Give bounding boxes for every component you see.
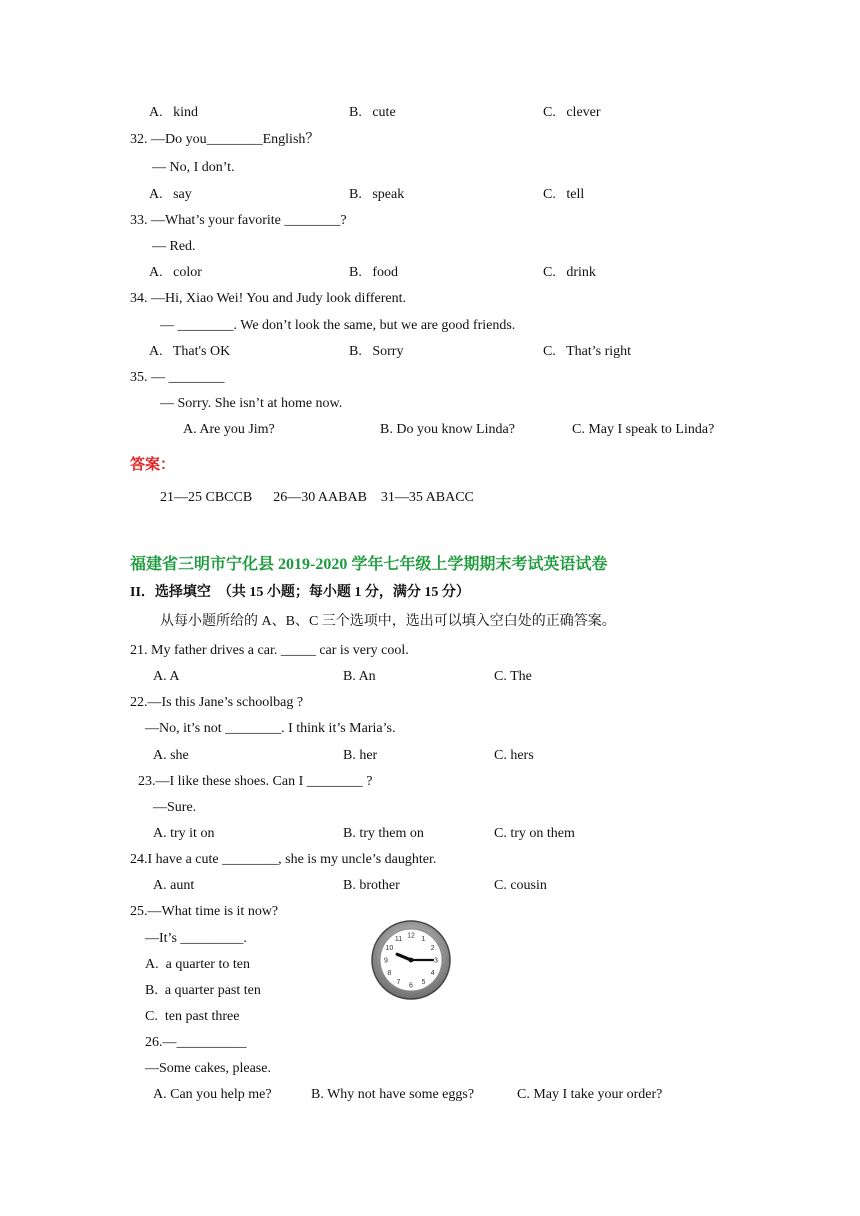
clock-center	[409, 958, 414, 963]
q25-option-b: B. a quarter past ten	[145, 983, 261, 998]
q24-option-c: C. cousin	[494, 878, 547, 893]
clock-number: 2	[430, 945, 435, 952]
q24-option-b: B. brother	[343, 878, 400, 893]
q32-stem: 32. —Do you________English？	[130, 132, 320, 147]
clock-number: 1	[421, 935, 426, 943]
q35-option-c: C. May I speak to Linda?	[572, 422, 715, 437]
clock-number: 12	[407, 932, 415, 940]
q23-option-a: A. try it on	[153, 826, 215, 841]
q25-stem: 25.—What time is it now?	[130, 904, 279, 919]
q31-option-c: C. clever	[543, 105, 601, 120]
clock-number: 8	[387, 970, 392, 977]
q26-option-c: C. May I take your order?	[517, 1087, 663, 1102]
q34-option-b: B. Sorry	[349, 344, 404, 359]
q22-option-b: B. her	[343, 748, 378, 763]
q21-option-a: A. A	[153, 669, 180, 684]
q34-option-c: C. That’s right	[543, 344, 632, 359]
q22-reply: —No, it’s not ________. I think it’s Maria’s.	[145, 721, 396, 736]
section-heading: II．选择填空 （共 15 小题；每小题 1 分，满分 15 分）	[130, 585, 470, 600]
clock-number: 6	[409, 982, 413, 990]
q22-option-a: A. she	[153, 748, 189, 763]
q33-option-a: A. color	[149, 265, 202, 280]
q32-option-b: B. speak	[349, 187, 405, 202]
q33-option-b: B. food	[349, 265, 398, 280]
q24-option-a: A. aunt	[153, 878, 195, 893]
q22-stem: 22.—Is this Jane’s schoolbag ?	[130, 695, 304, 710]
q31-option-b: B. cute	[349, 105, 396, 120]
q33-stem: 33. —What’s your favorite ________?	[130, 213, 347, 228]
clock-number: 11	[394, 935, 403, 943]
q22-option-c: C. hers	[494, 748, 534, 763]
q35-reply: — Sorry. She isn’t at home now.	[160, 396, 343, 411]
q21-stem: 21. My father drives a car. _____ car is very cool.	[130, 643, 409, 658]
q26-option-b: B. Why not have some eggs?	[311, 1087, 475, 1102]
q26-option-a: A. Can you help me?	[153, 1087, 272, 1102]
clock-number: 10	[385, 945, 394, 952]
q35-option-a: A. Are you Jim?	[183, 422, 275, 437]
q32-option-c: C. tell	[543, 187, 585, 202]
answer-label: 答案：	[130, 457, 176, 473]
exam-title: 福建省三明市宁化县 2019-2020 学年七年级上学期期末考试英语试卷	[130, 556, 608, 573]
q33-option-c: C. drink	[543, 265, 596, 280]
q32-reply: — No, I don’t.	[152, 160, 235, 175]
clock-number: 3	[434, 957, 438, 965]
clock-number: 5	[421, 979, 426, 987]
q26-reply: —Some cakes, please.	[145, 1061, 271, 1076]
q33-reply: — Red.	[152, 239, 196, 254]
q34-reply: — ________. We don’t look the same, but we are good friends.	[160, 318, 516, 333]
q31-option-a: A. kind	[149, 105, 198, 120]
q25-option-c: C. ten past three	[145, 1009, 240, 1024]
q23-reply: —Sure.	[153, 800, 197, 815]
clock-number: 9	[384, 957, 388, 965]
answer-key: 21—25 CBCCB 26—30 AABAB 31—35 ABACC	[160, 490, 474, 505]
q23-stem: 23.—I like these shoes. Can I ________ ?	[138, 774, 373, 789]
section-instruction: 从每小题所给的 A、B、C 三个选项中，选出可以填入空白处的正确答案。	[160, 614, 616, 629]
q35-option-b: B. Do you know Linda?	[380, 422, 515, 437]
q25-reply: —It’s _________.	[145, 931, 247, 946]
q35-stem: 35. — ________	[130, 370, 225, 385]
q26-stem: 26.—__________	[145, 1035, 247, 1050]
clock-number: 4	[430, 970, 435, 977]
q21-option-c: C. The	[494, 669, 532, 684]
q25-option-a: A. a quarter to ten	[145, 957, 250, 972]
q23-option-c: C. try on them	[494, 826, 575, 841]
q32-option-a: A. say	[149, 187, 192, 202]
q23-option-b: B. try them on	[343, 826, 424, 841]
q24-stem: 24.I have a cute ________, she is my uncle’s daughter.	[130, 852, 437, 867]
q34-stem: 34. —Hi, Xiao Wei! You and Judy look different.	[130, 291, 407, 306]
clock-number: 7	[396, 979, 401, 987]
clock-icon	[370, 919, 452, 1001]
q21-option-b: B. An	[343, 669, 376, 684]
q34-option-a: A. That's OK	[149, 344, 231, 359]
